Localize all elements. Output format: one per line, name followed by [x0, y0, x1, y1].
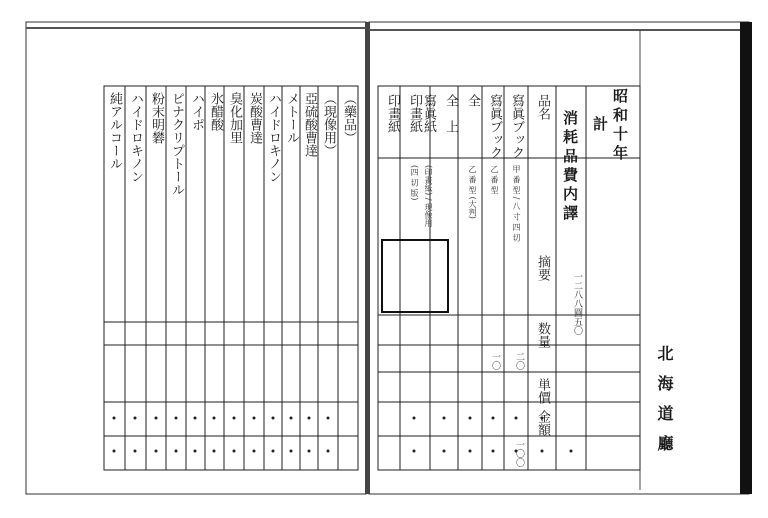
right-item-name: 印畫紙 [385, 94, 400, 133]
left-item-name: 炭酸曹達 [247, 92, 262, 144]
right-item-spec: 乙 番 型 (大判) [468, 165, 477, 219]
right-item-amount: 一〇〇 [514, 440, 524, 467]
right-item-spec: 甲 番 型 / 八 寸 四 切 [512, 165, 521, 242]
spine [365, 22, 370, 494]
right-item-spec: (四 切 版) [410, 165, 419, 201]
left-item-name: 臭化加里 [227, 92, 242, 144]
right-item-qty: 一〇 [490, 352, 500, 370]
right-edge-shadow [740, 22, 752, 494]
left-item-name: 氷醋酸 [208, 92, 223, 131]
top-mark: 年 [611, 145, 629, 164]
edge-label: 北海道廳 [655, 345, 674, 465]
left-item-name: 亞硫酸曹達 [302, 92, 317, 157]
top-mark: 昭 [611, 88, 629, 107]
top-mark: 和 [611, 107, 629, 126]
right-item-qty: 二〇 [514, 352, 524, 370]
right-item-spec: (印畫紙) / 現像用 [424, 165, 433, 228]
page-title: 消耗品費内譯 [561, 110, 579, 224]
top-mark: 十 [611, 126, 629, 145]
left-item-name: ハイポ [189, 92, 204, 131]
left-item-name: 純アルコール [107, 92, 122, 170]
header-unit: 単價 [535, 378, 550, 404]
right-item-name: 寫眞ブック [509, 94, 524, 159]
right-item-name: 全 [465, 94, 480, 107]
header-spec: 摘要 [535, 255, 550, 281]
left-item-name: ハイドロキノン [266, 92, 281, 183]
left-item-name: メトール [284, 92, 299, 144]
total-value: 一二八八圓五〇 [572, 272, 582, 335]
header-amount: 金額 [535, 410, 550, 436]
left-item-name: 粉末明礬 [149, 92, 164, 144]
right-item-spec: 乙 番 型 [490, 165, 499, 195]
header-item: 品名 [535, 94, 550, 120]
header-qty: 数量 [535, 322, 550, 348]
total-label: 計 [591, 116, 609, 135]
left-item-name: ピナクリプトール [169, 92, 184, 196]
section-label: （藥品） [341, 92, 356, 144]
top-marks [612, 88, 627, 164]
right-item-name: 寫眞ブック [487, 94, 502, 159]
left-item-name: ハイドロキノン [128, 92, 143, 183]
left-item-name: （現像用） [321, 92, 336, 157]
right-item-name: 寫眞紙 [421, 94, 436, 133]
right-page-sheet [369, 22, 749, 494]
right-item-name: 印畫紙 [407, 94, 422, 133]
right-item-name: 全 上 [443, 94, 458, 133]
